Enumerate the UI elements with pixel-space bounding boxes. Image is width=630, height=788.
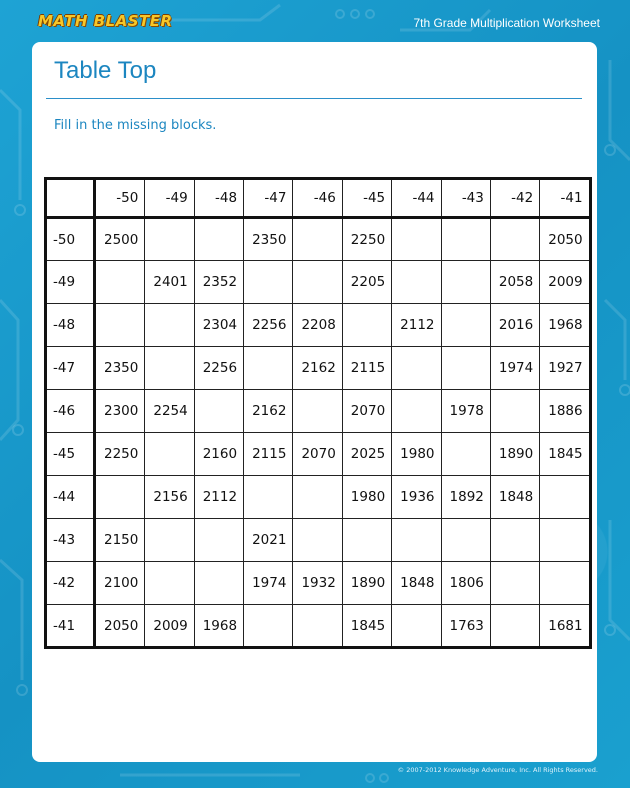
table-body (46, 218, 591, 648)
blank-answer-cell[interactable] (244, 347, 293, 390)
product-cell: 1845 (540, 433, 590, 476)
blank-answer-cell[interactable] (145, 519, 194, 562)
product-cell: 2162 (244, 390, 293, 433)
row-header: -42 (46, 562, 95, 605)
product-cell: 2156 (145, 476, 194, 519)
blank-answer-cell[interactable] (244, 476, 293, 519)
product-cell: 1848 (490, 476, 539, 519)
product-cell: 2250 (95, 433, 145, 476)
table-header-row (46, 179, 591, 218)
product-cell: 2009 (540, 261, 590, 304)
product-cell: 1968 (540, 304, 590, 347)
product-cell: 1932 (293, 562, 342, 605)
table-row (46, 347, 591, 390)
product-cell: 2058 (490, 261, 539, 304)
blank-answer-cell[interactable] (194, 390, 243, 433)
blank-answer-cell[interactable] (145, 433, 194, 476)
blank-answer-cell[interactable] (145, 347, 194, 390)
product-cell: 1980 (392, 433, 441, 476)
product-cell: 2112 (392, 304, 441, 347)
blank-answer-cell[interactable] (540, 562, 590, 605)
product-cell: 2070 (293, 433, 342, 476)
blank-answer-cell[interactable] (392, 347, 441, 390)
row-header: -47 (46, 347, 95, 390)
blank-answer-cell[interactable] (441, 304, 490, 347)
math-blaster-logo: MATH BLASTER (38, 12, 173, 30)
product-cell: 2250 (342, 218, 391, 261)
blank-answer-cell[interactable] (293, 390, 342, 433)
blank-answer-cell[interactable] (392, 261, 441, 304)
product-cell: 2162 (293, 347, 342, 390)
product-cell: 2070 (342, 390, 391, 433)
product-cell: 1968 (194, 605, 243, 648)
column-header: -43 (441, 179, 490, 218)
blank-answer-cell[interactable] (194, 562, 243, 605)
blank-answer-cell[interactable] (194, 519, 243, 562)
product-cell: 2205 (342, 261, 391, 304)
table-row (46, 476, 591, 519)
product-cell: 1974 (490, 347, 539, 390)
product-cell: 2112 (194, 476, 243, 519)
row-header: -50 (46, 218, 95, 261)
row-header: -44 (46, 476, 95, 519)
blank-answer-cell[interactable] (95, 476, 145, 519)
product-cell: 2208 (293, 304, 342, 347)
table-row (46, 218, 591, 261)
product-cell: 2160 (194, 433, 243, 476)
blank-answer-cell[interactable] (441, 347, 490, 390)
blank-answer-cell[interactable] (441, 261, 490, 304)
product-cell: 2500 (95, 218, 145, 261)
row-header: -46 (46, 390, 95, 433)
product-cell: 1927 (540, 347, 590, 390)
row-header: -49 (46, 261, 95, 304)
product-cell: 2352 (194, 261, 243, 304)
product-cell: 1890 (342, 562, 391, 605)
product-cell: 2150 (95, 519, 145, 562)
blank-answer-cell[interactable] (95, 304, 145, 347)
row-header: -41 (46, 605, 95, 648)
product-cell: 1763 (441, 605, 490, 648)
product-cell: 1845 (342, 605, 391, 648)
blank-answer-cell[interactable] (441, 433, 490, 476)
blank-answer-cell[interactable] (392, 605, 441, 648)
product-cell: 2021 (244, 519, 293, 562)
column-header: -42 (490, 179, 539, 218)
blank-answer-cell[interactable] (540, 476, 590, 519)
blank-answer-cell[interactable] (342, 304, 391, 347)
product-cell: 1892 (441, 476, 490, 519)
blank-answer-cell[interactable] (490, 605, 539, 648)
product-cell: 1848 (392, 562, 441, 605)
product-cell: 2009 (145, 605, 194, 648)
column-header: -50 (95, 179, 145, 218)
blank-answer-cell[interactable] (392, 390, 441, 433)
product-cell: 2254 (145, 390, 194, 433)
blank-answer-cell[interactable] (244, 605, 293, 648)
worksheet-subtitle: 7th Grade Multiplication Worksheet (413, 16, 600, 30)
product-cell: 2401 (145, 261, 194, 304)
product-cell: 1978 (441, 390, 490, 433)
blank-answer-cell[interactable] (490, 562, 539, 605)
table-row (46, 390, 591, 433)
blank-answer-cell[interactable] (293, 261, 342, 304)
table-row (46, 605, 591, 648)
blank-answer-cell[interactable] (441, 519, 490, 562)
row-header: -43 (46, 519, 95, 562)
blank-answer-cell[interactable] (441, 218, 490, 261)
blank-answer-cell[interactable] (293, 218, 342, 261)
blank-answer-cell[interactable] (490, 519, 539, 562)
instructions: Fill in the missing blocks. (54, 118, 217, 133)
table-row (46, 304, 591, 347)
product-cell: 2256 (194, 347, 243, 390)
title-divider (46, 98, 582, 99)
blank-answer-cell[interactable] (490, 390, 539, 433)
multiplication-table (44, 177, 592, 649)
table-row (46, 519, 591, 562)
product-cell: 2050 (95, 605, 145, 648)
product-cell: 2350 (244, 218, 293, 261)
page-title: Table Top (54, 57, 157, 84)
column-header: -46 (293, 179, 342, 218)
blank-answer-cell[interactable] (293, 605, 342, 648)
product-cell: 2350 (95, 347, 145, 390)
product-cell: 2300 (95, 390, 145, 433)
product-cell: 2016 (490, 304, 539, 347)
blank-answer-cell[interactable] (145, 562, 194, 605)
product-cell: 1980 (342, 476, 391, 519)
table-row (46, 433, 591, 476)
product-cell: 1890 (490, 433, 539, 476)
blank-answer-cell[interactable] (392, 218, 441, 261)
table-row (46, 261, 591, 304)
blank-answer-cell[interactable] (194, 218, 243, 261)
blank-answer-cell[interactable] (244, 261, 293, 304)
column-header: -49 (145, 179, 194, 218)
product-cell: 1806 (441, 562, 490, 605)
blank-answer-cell[interactable] (490, 218, 539, 261)
column-header: -45 (342, 179, 391, 218)
table-row (46, 562, 591, 605)
product-cell: 1886 (540, 390, 590, 433)
product-cell: 2115 (342, 347, 391, 390)
blank-answer-cell[interactable] (342, 519, 391, 562)
corner-cell (46, 179, 95, 218)
blank-answer-cell[interactable] (293, 519, 342, 562)
product-cell: 2025 (342, 433, 391, 476)
column-header: -48 (194, 179, 243, 218)
product-cell: 2115 (244, 433, 293, 476)
product-cell: 2304 (194, 304, 243, 347)
blank-answer-cell[interactable] (145, 218, 194, 261)
product-cell: 1936 (392, 476, 441, 519)
product-cell: 2100 (95, 562, 145, 605)
product-cell: 1681 (540, 605, 590, 648)
column-header: -47 (244, 179, 293, 218)
blank-answer-cell[interactable] (95, 261, 145, 304)
blank-answer-cell[interactable] (293, 476, 342, 519)
blank-answer-cell[interactable] (540, 519, 590, 562)
row-header: -45 (46, 433, 95, 476)
product-cell: 2256 (244, 304, 293, 347)
blank-answer-cell[interactable] (145, 304, 194, 347)
worksheet-card (32, 42, 597, 762)
column-header: -44 (392, 179, 441, 218)
copyright-notice: © 2007-2012 Knowledge Adventure, Inc. All Rights Reserved. (397, 766, 598, 774)
product-cell: 2050 (540, 218, 590, 261)
column-header: -41 (540, 179, 590, 218)
row-header: -48 (46, 304, 95, 347)
blank-answer-cell[interactable] (392, 519, 441, 562)
product-cell: 1974 (244, 562, 293, 605)
